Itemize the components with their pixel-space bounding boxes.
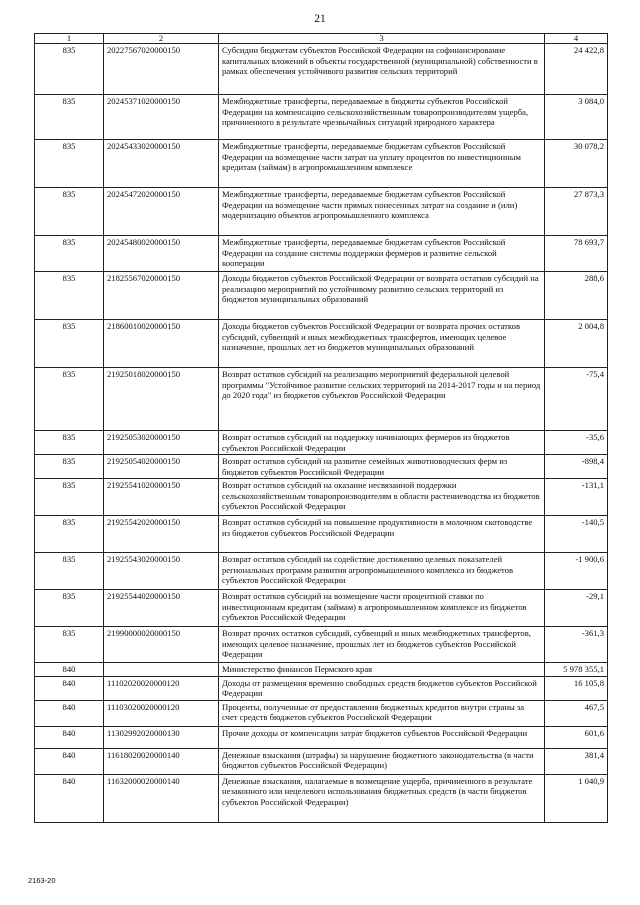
table-row [35, 140, 608, 188]
revenue-name-cell: Доходы от размещения временно свободных средств бюджетов субъектов Российской Федерации [219, 676, 545, 700]
table-row [35, 236, 608, 272]
revenue-name-cell: Возврат прочих остатков субсидий, субвенций и иных межбюджетных трансфертов, имеющих целевое назначение, прошлых лет из бюджетов субъектов Российской Федерации [219, 627, 545, 663]
admin-code-cell: 835 [35, 188, 104, 236]
admin-code-cell: 835 [35, 95, 104, 140]
amount-cell: 24 422,8 [545, 44, 608, 95]
budget-code-cell: 21925543020000150 [104, 553, 219, 590]
table-row [35, 676, 608, 700]
budget-code-cell: 20245480020000150 [104, 236, 219, 272]
budget-code-cell: 11103020020000120 [104, 700, 219, 726]
budget-code-cell: 21925054020000150 [104, 455, 219, 479]
amount-cell: -131,1 [545, 479, 608, 516]
amount-cell: -140,5 [545, 516, 608, 553]
revenue-name-cell: Межбюджетные трансферты, передаваемые бюджетам субъектов Российской Федерации на создание системы поддержки фермеров и развитие сельской кооперации [219, 236, 545, 272]
table-row [35, 726, 608, 748]
revenue-name-cell: Межбюджетные трансферты, передаваемые бюджетам субъектов Российской Федерации на возмещение части прямых понесенных затрат на создание и (или) модернизацию объектов агропромышленного комплекса [219, 188, 545, 236]
admin-code-cell: 835 [35, 590, 104, 627]
amount-cell: 1 040,9 [545, 774, 608, 822]
amount-cell: -898,4 [545, 455, 608, 479]
admin-code-cell: 840 [35, 774, 104, 822]
budget-code-cell: 11632000020000140 [104, 774, 219, 822]
column-number: 3 [219, 34, 545, 44]
admin-code-cell: 835 [35, 516, 104, 553]
table-row [35, 455, 608, 479]
revenue-name-cell: Межбюджетные трансферты, передаваемые бюджетам субъектов Российской Федерации на возмещение части затрат на уплату процентов по инвестиционным кредитам (займам) в агропромышленном комплексе [219, 140, 545, 188]
amount-cell: 601,6 [545, 726, 608, 748]
table-row [35, 553, 608, 590]
budget-code-cell: 11102020020000120 [104, 676, 219, 700]
revenue-name-cell: Денежные взыскания (штрафы) за нарушение бюджетного законодательства (в части бюджетов субъектов Российской Федерации) [219, 748, 545, 774]
revenue-name-cell: Доходы бюджетов субъектов Российской Федерации от возврата прочих остатков субсидий, субвенций и иных межбюджетных трансфертов, имеющих целевое назначение, прошлых лет из бюджетов муниципальных образований [219, 320, 545, 368]
admin-code-cell: 835 [35, 236, 104, 272]
revenue-name-cell: Возврат остатков субсидий на оказание несвязанной поддержки сельскохозяйственным товаропроизводителям в области растениеводства из бюджетов субъектов Российской Федерации [219, 479, 545, 516]
table-row [35, 368, 608, 431]
table-row [35, 774, 608, 822]
budget-code-cell: 21925541020000150 [104, 479, 219, 516]
table-row [35, 748, 608, 774]
admin-code-cell: 840 [35, 700, 104, 726]
table-row [35, 663, 608, 677]
admin-code-cell: 835 [35, 553, 104, 590]
revenue-name-cell: Проценты, полученные от предоставления бюджетных кредитов внутри страны за счет средств бюджетов субъектов Российской Федерации [219, 700, 545, 726]
admin-code-cell: 840 [35, 726, 104, 748]
admin-code-cell: 835 [35, 140, 104, 188]
budget-code-cell: 20245371020000150 [104, 95, 219, 140]
table-row [35, 188, 608, 236]
column-number: 4 [545, 34, 608, 44]
amount-cell: 5 978 355,1 [545, 663, 608, 677]
amount-cell: 2 004,8 [545, 320, 608, 368]
table-row [35, 431, 608, 455]
budget-code-cell [104, 663, 219, 677]
table-row [35, 627, 608, 663]
budget-table [34, 33, 608, 823]
revenue-name-cell: Возврат остатков субсидий на возмещение части процентной ставки по инвестиционным кредитам (займам) в агропромышленном комплексе из бюджетов субъектов Российской Федерации [219, 590, 545, 627]
budget-code-cell: 20245472020000150 [104, 188, 219, 236]
table-row [35, 516, 608, 553]
amount-cell: 288,6 [545, 272, 608, 320]
revenue-name-cell: Денежные взыскания, налагаемые в возмещение ущерба, причиненного в результате незаконного или нецелевого использования бюджетных средств (в части бюджетов субъектов Российской Федерации) [219, 774, 545, 822]
amount-cell: 3 084,0 [545, 95, 608, 140]
revenue-name-cell: Доходы бюджетов субъектов Российской Федерации от возврата остатков субсидий на реализацию мероприятий по устойчивому развитию сельских территорий из бюджетов муниципальных образований [219, 272, 545, 320]
admin-code-cell: 835 [35, 320, 104, 368]
amount-cell: 27 873,3 [545, 188, 608, 236]
revenue-name-cell: Субсидии бюджетам субъектов Российской Федерации на софинансирование капитальных вложений в объекты государственной (муниципальной) собственности в рамках обеспечения устойчивого развития сельских территорий [219, 44, 545, 95]
budget-code-cell: 20227567020000150 [104, 44, 219, 95]
budget-code-cell: 21925542020000150 [104, 516, 219, 553]
amount-cell: 16 105,8 [545, 676, 608, 700]
revenue-name-cell: Возврат остатков субсидий на повышение продуктивности в молочном скотоводстве из бюджетов субъектов Российской Федерации [219, 516, 545, 553]
budget-code-cell: 21825567020000150 [104, 272, 219, 320]
budget-code-cell: 11302992020000130 [104, 726, 219, 748]
page-number: 21 [314, 13, 326, 25]
amount-cell: -75,4 [545, 368, 608, 431]
amount-cell: 381,4 [545, 748, 608, 774]
revenue-name-cell: Возврат остатков субсидий на содействие достижению целевых показателей региональных программ развития агропромышленного комплекса из бюджетов субъектов Российской Федерации [219, 553, 545, 590]
admin-code-cell: 835 [35, 627, 104, 663]
column-number: 1 [35, 34, 104, 44]
budget-code-cell: 21860010020000150 [104, 320, 219, 368]
amount-cell: -35,6 [545, 431, 608, 455]
budget-code-cell: 21925053020000150 [104, 431, 219, 455]
revenue-name-cell: Возврат остатков субсидий на поддержку начинающих фермеров из бюджетов субъектов Российской Федерации [219, 431, 545, 455]
budget-code-cell: 20245433020000150 [104, 140, 219, 188]
table-row [35, 95, 608, 140]
admin-code-cell: 840 [35, 676, 104, 700]
budget-code-cell: 21925018020000150 [104, 368, 219, 431]
budget-code-cell: 21925544020000150 [104, 590, 219, 627]
column-number-row [35, 34, 608, 44]
revenue-name-cell: Возврат остатков субсидий на реализацию мероприятий федеральной целевой программы "Устойчивое развитие сельских территорий на 2014-2017 годы и на период до 2020 года" из бюджетов субъектов Российской Федерации [219, 368, 545, 431]
admin-code-cell: 835 [35, 368, 104, 431]
amount-cell: 78 693,7 [545, 236, 608, 272]
amount-cell: 30 078,2 [545, 140, 608, 188]
revenue-name-cell: Возврат остатков субсидий на развитие семейных животноводческих ферм из бюджетов субъектов Российской Федерации [219, 455, 545, 479]
revenue-name-cell: Прочие доходы от компенсации затрат бюджетов субъектов Российской Федерации [219, 726, 545, 748]
footer-code: 2163-20 [28, 876, 56, 885]
admin-code-cell: 835 [35, 272, 104, 320]
admin-code-cell: 835 [35, 479, 104, 516]
amount-cell: -361,3 [545, 627, 608, 663]
table-row [35, 272, 608, 320]
admin-code-cell: 840 [35, 663, 104, 677]
table-row [35, 479, 608, 516]
revenue-name-cell: Министерство финансов Пермского края [219, 663, 545, 677]
budget-code-cell: 11618020020000140 [104, 748, 219, 774]
column-number: 2 [104, 34, 219, 44]
table-row [35, 320, 608, 368]
admin-code-cell: 835 [35, 455, 104, 479]
amount-cell: -1 900,6 [545, 553, 608, 590]
admin-code-cell: 835 [35, 431, 104, 455]
amount-cell: 467,5 [545, 700, 608, 726]
budget-code-cell: 21990000020000150 [104, 627, 219, 663]
table-row [35, 44, 608, 95]
table-row [35, 700, 608, 726]
revenue-name-cell: Межбюджетные трансферты, передаваемые в бюджеты субъектов Российской Федерации на компенсацию сельскохозяйственным товаропроизводителям ущерба, причиненного в результате чрезвычайных ситуаций природного характера [219, 95, 545, 140]
table-row [35, 590, 608, 627]
admin-code-cell: 840 [35, 748, 104, 774]
admin-code-cell: 835 [35, 44, 104, 95]
amount-cell: -29,1 [545, 590, 608, 627]
